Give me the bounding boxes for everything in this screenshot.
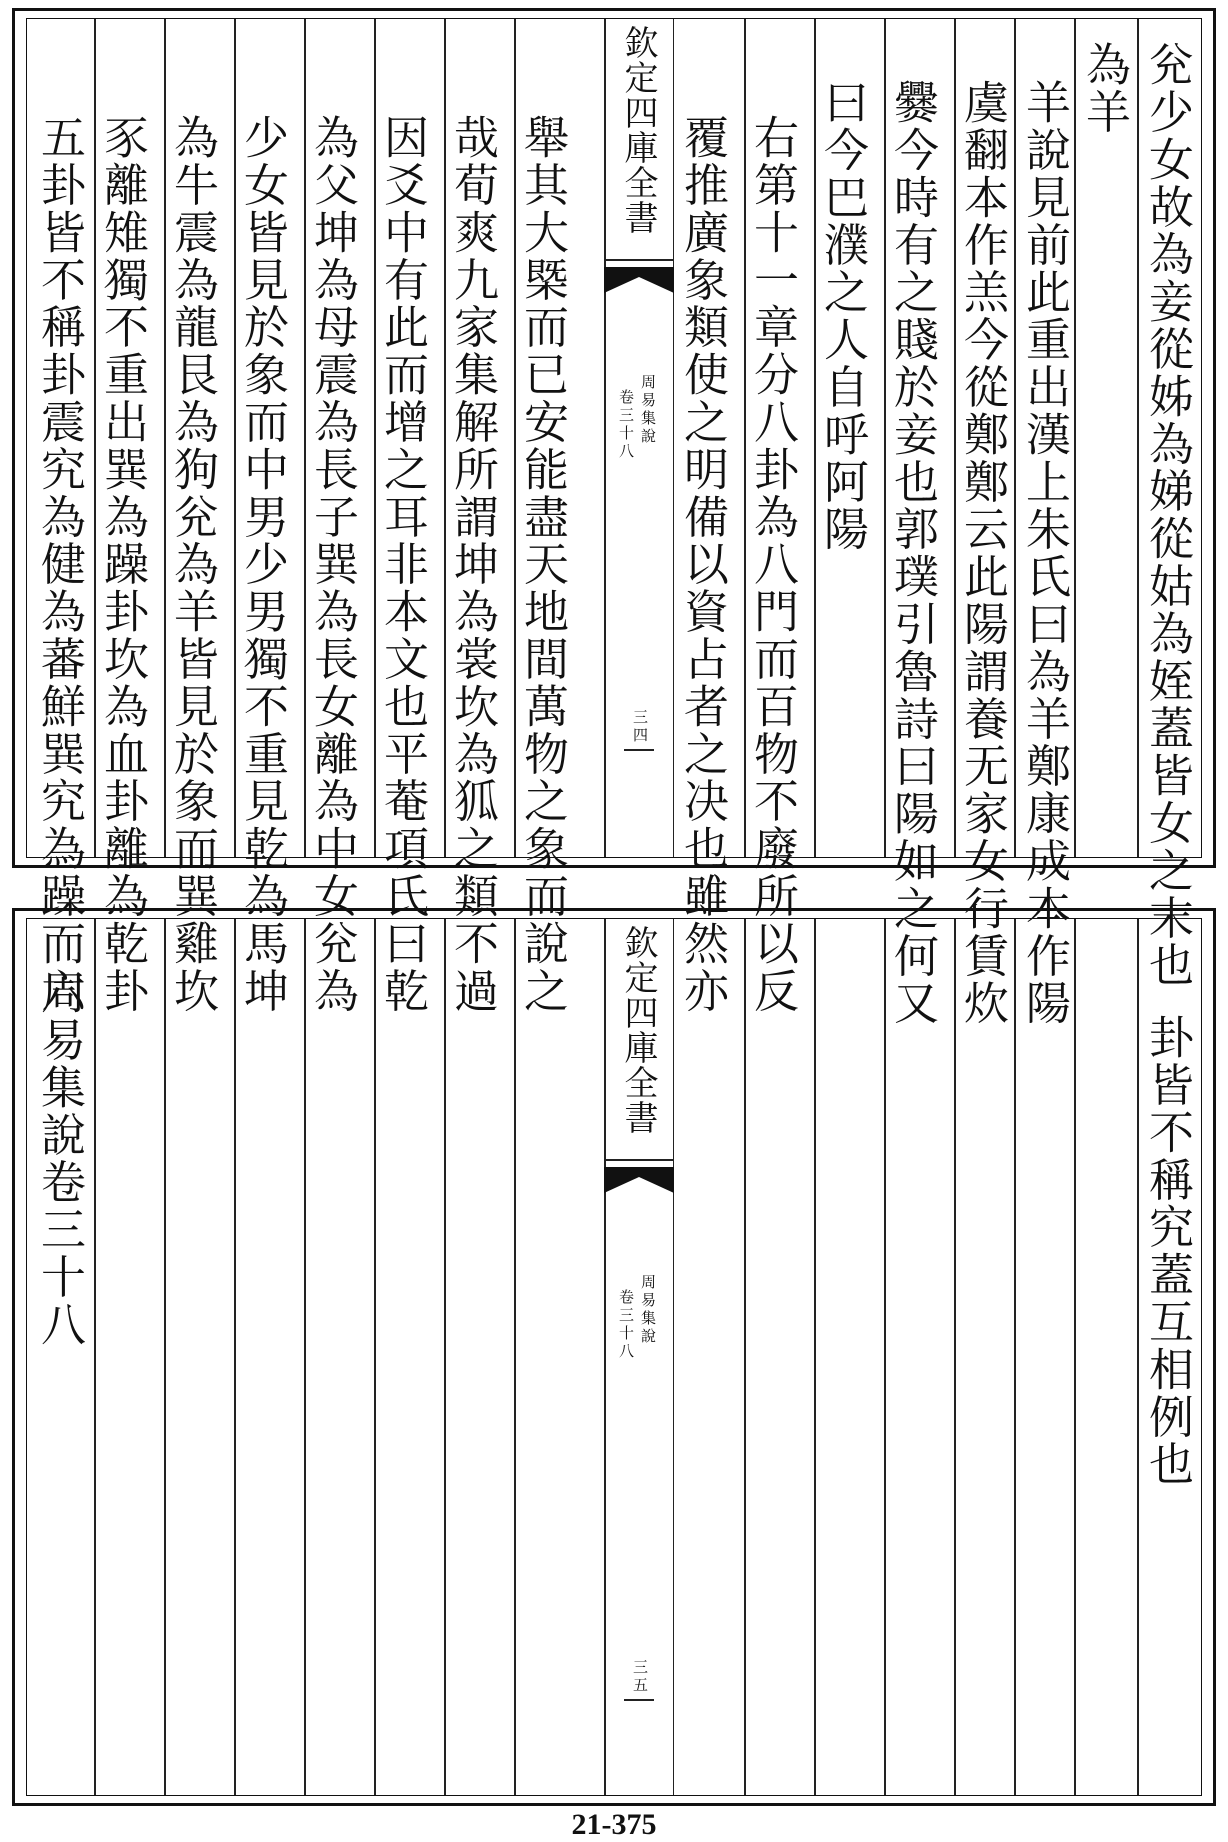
column-rule <box>814 919 816 1795</box>
fold-book-title: 周易集說 <box>639 374 657 446</box>
column-rule <box>1074 919 1076 1795</box>
fold-divider <box>604 259 674 261</box>
fold-title: 欽定四庫全書 <box>618 925 658 1135</box>
text-column: 少女皆見於象而中男少男獨不重見乾為馬坤 <box>236 114 289 1015</box>
column-rule <box>374 919 376 1795</box>
fold-page-number: 三五 <box>631 1659 649 1695</box>
text-column: 為父坤為母震為長子巽為長女離為中女兊為 <box>306 114 359 1015</box>
text-column: 兊少女故為妾從姊為娣從姑為姪蓋皆女之末也 <box>1141 41 1194 989</box>
center-fold <box>604 919 674 1795</box>
column-rule <box>884 919 886 1795</box>
column-rule <box>744 919 746 1795</box>
text-column: 為羊 <box>1078 41 1131 136</box>
bottom-page <box>12 908 1216 1806</box>
volume-end-title: 周易集說卷三十八 <box>33 969 86 1349</box>
column-rule <box>1014 919 1016 1795</box>
fish-tail-ornament <box>604 265 674 295</box>
fold-volume: 卷三十八 <box>617 1289 635 1361</box>
text-column: 爨今時有之賤於妾也郭璞引魯詩曰陽如之何又 <box>886 79 939 1027</box>
text-column: 卦皆不稱究蓋互相例也 <box>1141 1014 1194 1488</box>
column-rule <box>1137 19 1139 857</box>
text-column: 虞翻本作羔今從鄭鄭云此陽謂養无家女行賃炊 <box>956 79 1009 1027</box>
text-column: 覆推廣象類使之明備以資占者之决也雖然亦 <box>676 114 729 1015</box>
text-column: 舉其大槩而已安能盡天地間萬物之象而說之 <box>516 114 569 1015</box>
scan-page-number: 21-375 <box>571 1808 657 1841</box>
fold-rule <box>604 919 606 1795</box>
column-rule <box>514 919 516 1795</box>
fold-divider <box>604 1159 674 1161</box>
column-rule <box>304 919 306 1795</box>
text-column: 因爻中有此而增之耳非本文也平菴項氏曰乾 <box>376 114 429 1015</box>
center-fold <box>604 19 674 857</box>
column-rule <box>234 919 236 1795</box>
column-rule <box>1014 19 1016 857</box>
column-rule <box>164 919 166 1795</box>
fold-tick <box>624 749 654 751</box>
fish-tail-ornament <box>604 1165 674 1195</box>
fold-rule <box>604 19 606 857</box>
top-page <box>12 8 1216 1027</box>
column-rule <box>94 919 96 1795</box>
column-rule <box>954 919 956 1795</box>
fold-volume: 卷三十八 <box>617 389 635 461</box>
text-column: 豕離雉獨不重出巽為躁卦坎為血卦離為乾卦 <box>96 114 149 1015</box>
fold-tick <box>624 1699 654 1701</box>
fold-page-number: 三四 <box>631 709 649 745</box>
text-column: 哉荀爽九家集解所謂坤為裳坎為狐之類不過 <box>446 114 499 1015</box>
fold-rule <box>673 919 675 1795</box>
text-block <box>26 918 1202 1796</box>
fold-title: 欽定四庫全書 <box>618 25 658 235</box>
column-rule <box>1137 919 1139 1795</box>
column-rule <box>1074 19 1076 857</box>
text-column: 五卦皆不稱卦震究為健為蕃鮮巽究為躁而六 <box>33 114 86 1015</box>
text-block <box>26 18 1202 1027</box>
fold-book-title: 周易集說 <box>639 1274 657 1346</box>
text-column: 右第十一章分八卦為八門而百物不廢所以反 <box>746 114 799 1015</box>
text-column: 羊說見前此重出漢上朱氏曰為羊鄭康成本作陽 <box>1018 79 1071 1027</box>
column-rule <box>444 919 446 1795</box>
text-column: 為牛震為龍艮為狗兊為羊皆見於象而巽雞坎 <box>166 114 219 1015</box>
text-column: 曰今巴濮之人自呼阿陽 <box>816 79 869 553</box>
fold-rule <box>673 19 675 857</box>
